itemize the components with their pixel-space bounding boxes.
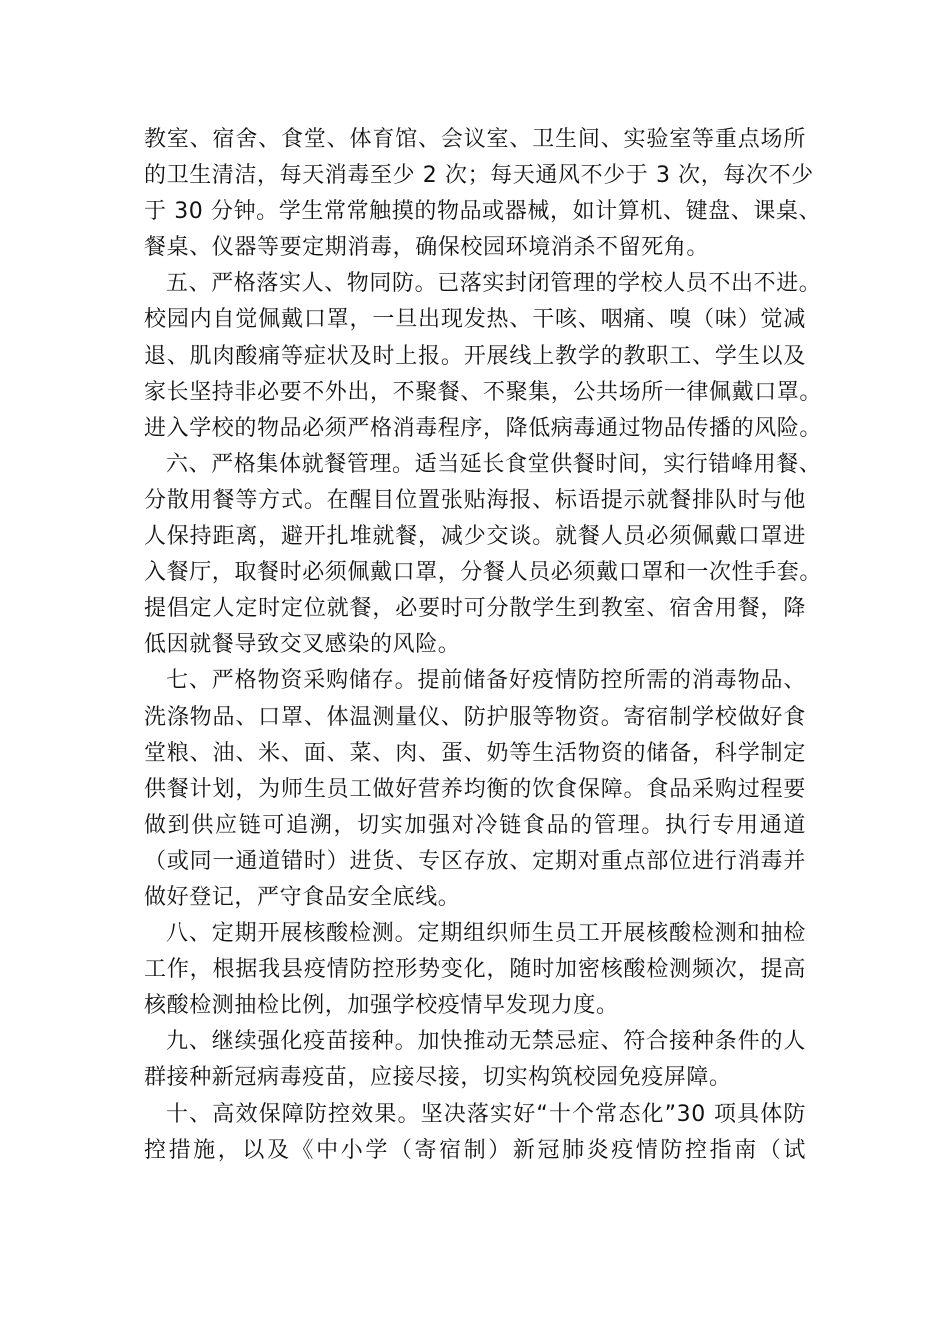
text-line: 退、肌肉酸痛等症状及时上报。开展线上教学的教职工、学生以及 bbox=[144, 343, 806, 369]
text-line: 提倡定人定时定位就餐，必要时可分散学生到教室、宿舍用餐，降 bbox=[144, 596, 806, 622]
text-line: 分散用餐等方式。在醒目位置张贴海报、标语提示就餐排队时与他 bbox=[144, 487, 806, 513]
text-line: 的卫生清洁，每天消毒至少 2 次；每天通风不少于 3 次，每次不少 bbox=[144, 163, 814, 189]
document-body bbox=[144, 122, 823, 1169]
text-line: 于 30 分钟。学生常常触摸的物品或器械，如计算机、键盘、课桌、 bbox=[144, 199, 822, 225]
text-line: 做好登记，严守食品安全底线。 bbox=[144, 884, 461, 910]
text-line: 餐桌、仪器等要定期消毒，确保校园环境消杀不留死角。 bbox=[144, 235, 710, 261]
paragraph-10 bbox=[144, 1097, 806, 1169]
text-line: 低因就餐导致交叉感染的风险。 bbox=[144, 632, 461, 658]
text-line: 教室、宿舍、食堂、体育馆、会议室、卫生间、实验室等重点场所 bbox=[144, 127, 806, 152]
paragraph-6 bbox=[144, 447, 823, 664]
text-line: 控措施，以及《中小学（寄宿制）新冠肺炎疫情防控指南（试 bbox=[144, 1137, 806, 1163]
paragraph-7 bbox=[144, 663, 806, 916]
paragraph-8 bbox=[144, 916, 806, 1024]
text-line: 人保持距离，避开扎堆就餐，减少交谈。就餐人员必须佩戴口罩进 bbox=[144, 524, 806, 550]
text-line: 群接种新冠病毒疫苗，应接尽接，切实构筑校园免疫屏障。 bbox=[144, 1065, 732, 1091]
text-line: （或同一通道错时）进货、专区存放、定期对重点部位进行消毒并 bbox=[144, 848, 806, 874]
text-line: 入餐厅，取餐时必须佩戴口罩，分餐人员必须戴口罩和一次性手套。 bbox=[144, 560, 823, 586]
text-line: 核酸检测抽检比例，加强学校疫情早发现力度。 bbox=[144, 993, 619, 1019]
text-line: 工作，根据我县疫情防控形势变化，随时加密核酸检测频次，提高 bbox=[144, 957, 806, 983]
text-line: 做到供应链可追溯，切实加强对冷链食品的管理。执行专用通道 bbox=[144, 812, 806, 838]
text-line: 供餐计划，为师生员工做好营养均衡的饮食保障。食品采购过程要 bbox=[144, 776, 806, 802]
text-line: 堂粮、油、米、面、菜、肉、蛋、奶等生活物资的储备，科学制定 bbox=[144, 740, 806, 766]
text-line: 九、继续强化疫苗接种。加快推动无禁忌症、符合接种条件的人 bbox=[166, 1029, 806, 1055]
text-line: 校园内自觉佩戴口罩，一旦出现发热、干咳、咽痛、嗅（味）觉减 bbox=[144, 307, 806, 333]
text-line: 五、严格落实人、物同防。已落实封闭管理的学校人员不出不进。 bbox=[166, 271, 822, 297]
text-line: 六、严格集体就餐管理。适当延长食堂供餐时间，实行错峰用餐、 bbox=[166, 451, 822, 477]
paragraph-9 bbox=[144, 1024, 806, 1096]
text-line: 八、定期开展核酸检测。定期组织师生员工开展核酸检测和抽检 bbox=[166, 921, 806, 947]
paragraph-5 bbox=[144, 266, 823, 446]
text-line: 七、严格物资采购储存。提前储备好疫情防控所需的消毒物品、 bbox=[166, 668, 806, 694]
text-line: 家长坚持非必要不外出，不聚餐、不聚集，公共场所一律佩戴口罩。 bbox=[144, 379, 823, 405]
text-line: 洗涤物品、口罩、体温测量仪、防护服等物资。寄宿制学校做好食 bbox=[144, 704, 806, 730]
text-line: 十、高效保障防控效果。坚决落实好“十个常态化”30 项具体防 bbox=[166, 1101, 806, 1127]
paragraph-continued bbox=[144, 122, 822, 266]
text-line: 进入学校的物品必须严格消毒程序，降低病毒通过物品传播的风险。 bbox=[144, 415, 823, 441]
